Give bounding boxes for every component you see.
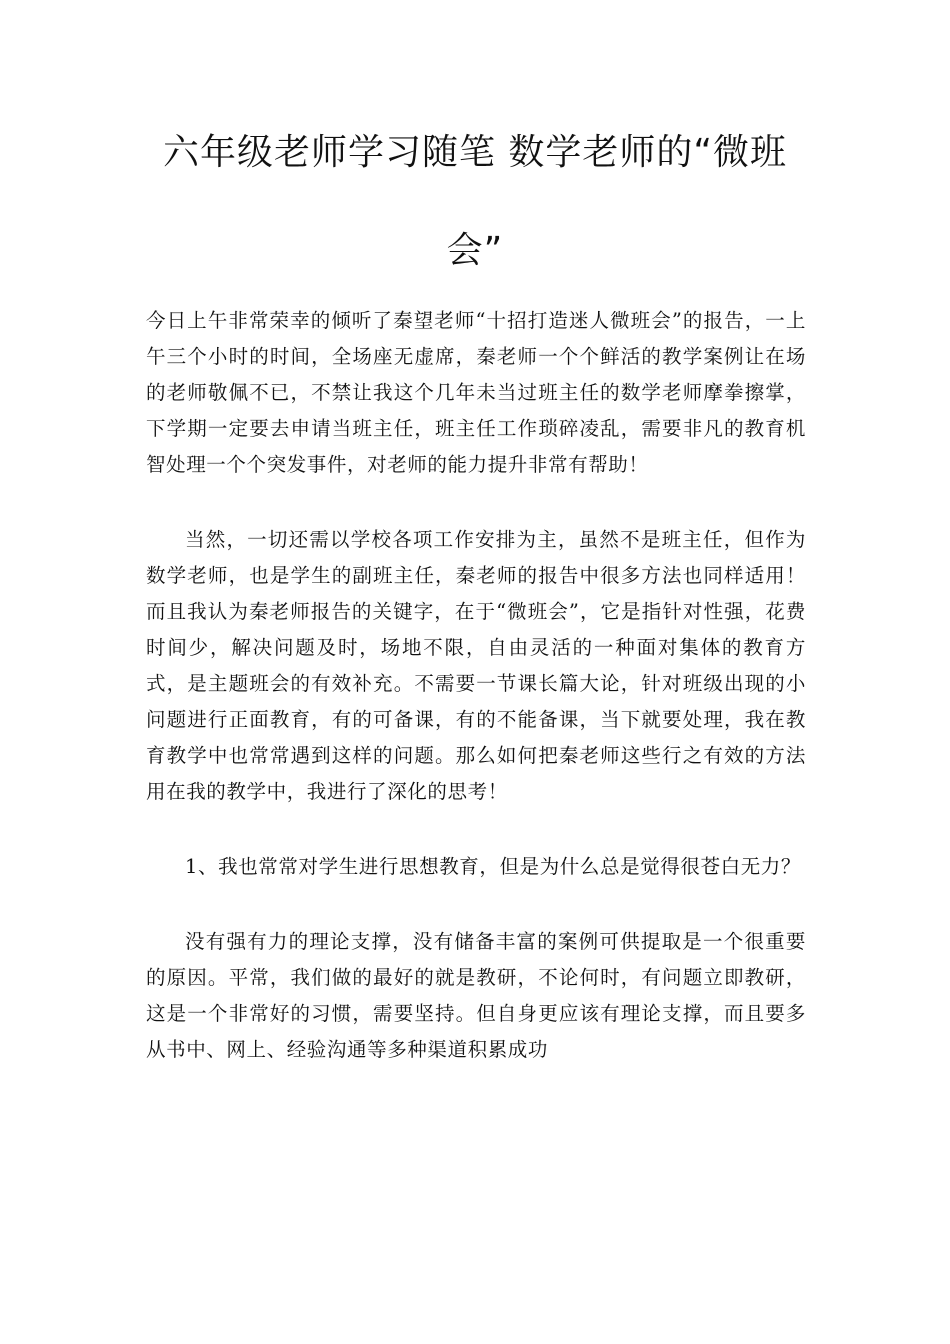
document-title: 六年级老师学习随笔 数学老师的“微班会”: [162, 132, 788, 271]
paragraph-3: 1、我也常常对学生进行思想教育，但是为什么总是觉得很苍白无力？: [185, 855, 802, 878]
paragraph-2: 当然，一切还需以学校各项工作安排为主，虽然不是班主任，但作为数学老师，也是学生的副班主任，秦老师的报告中很多方法也同样适用！而且我认为秦老师报告的关键字，在于“微班会”，它是指针对性强，花费时间少，解决问题及时，场地不限，自由灵活的一种面对集体的教育方式，是主题班会的有效补充。不需要一节课长篇大论，针对班级出现的小问题进行正面教育，有的可备课，有的不能备课，当下就要处理，我在教育教学中也常常遇到这样的问题。那么如何把秦老师这些行之有效的方法用在我的教学中，我进行了深化的思考！: [146, 528, 806, 803]
document-body: [146, 303, 806, 1107]
paragraph-1: 今日上午非常荣幸的倾听了秦望老师“十招打造迷人微班会”的报告，一上午三个小时的时间，全场座无虚席，秦老师一个个鲜活的教学案例让在场的老师敬佩不已，不禁让我这个几年未当过班主任的数学老师摩拳擦掌，下学期一定要去申请当班主任，班主任工作琐碎凌乱，需要非凡的教育机智处理一个个突发事件，对老师的能力提升非常有帮助！: [146, 309, 806, 476]
paragraph-4: 没有强有力的理论支撑，没有储备丰富的案例可供提取是一个很重要的原因。平常，我们做的最好的就是教研，不论何时，有问题立即教研，这是一个非常好的习惯，需要坚持。但自身更应该有理论支撑，而且要多从书中、网上、经验沟通等多种渠道积累成功: [146, 930, 806, 1061]
